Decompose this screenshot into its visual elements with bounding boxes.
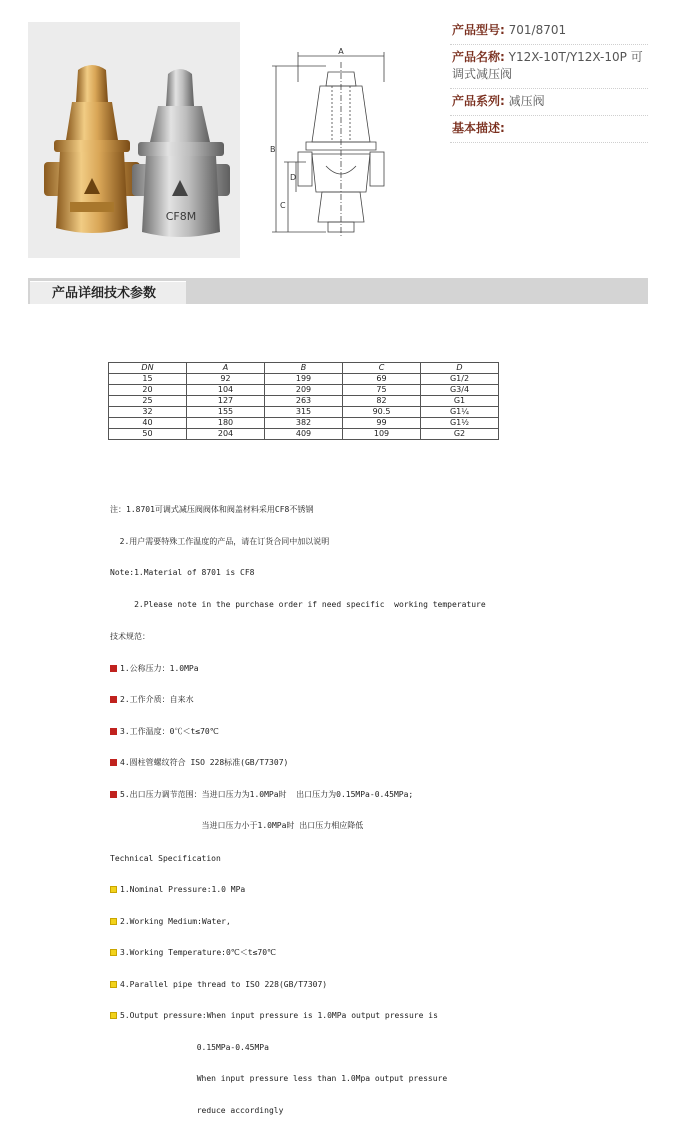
info-model xyxy=(450,18,648,45)
note-cn-2: 2.用户需要特殊工作温度的产品，请在订货合同中加以说明 xyxy=(110,536,330,546)
spec-en-continuation: reduce accordingly xyxy=(110,1105,284,1115)
info-name-label: 产品名称: xyxy=(452,50,505,64)
info-series-value: 减压阀 xyxy=(508,94,545,108)
valve-dimension-diagram xyxy=(266,42,396,246)
red-square-icon xyxy=(110,791,117,798)
table-cell: G3/4 xyxy=(421,385,499,396)
table-cell: G1 xyxy=(421,396,499,407)
spec-en-text: 4.Parallel pipe thread to ISO 228(GB/T7307) xyxy=(120,979,328,989)
table-cell: 155 xyxy=(187,407,265,418)
table-cell: 104 xyxy=(187,385,265,396)
brass-valve xyxy=(44,65,140,233)
table-cell: 109 xyxy=(343,429,421,440)
spec-en-item xyxy=(110,917,486,928)
spec-en-continuation: 0.15MPa-0.45MPa xyxy=(110,1042,269,1052)
info-model-value: 701/8701 xyxy=(508,23,567,37)
spec-en-item xyxy=(110,885,486,896)
note-en-1: Note:1.Material of 8701 is CF8 xyxy=(110,568,255,577)
info-name xyxy=(450,45,648,89)
yellow-square-icon xyxy=(110,1012,117,1019)
table-cell: G1¼ xyxy=(421,407,499,418)
table-cell: 204 xyxy=(187,429,265,440)
dimension-table xyxy=(108,362,499,440)
table-header-row xyxy=(109,363,499,374)
table-row xyxy=(109,396,499,407)
table-header-cell: B xyxy=(265,363,343,374)
yellow-square-icon xyxy=(110,981,117,988)
table-cell: 75 xyxy=(343,385,421,396)
table-row xyxy=(109,407,499,418)
spec-en-text: 3.Working Temperature:0℃＜t≤70℃ xyxy=(120,948,277,957)
table-row xyxy=(109,418,499,429)
spec-en-text: 1.Nominal Pressure:1.0 MPa xyxy=(120,885,246,894)
table-cell: G2 xyxy=(421,429,499,440)
spec-cn-item xyxy=(110,790,486,801)
table-cell: 90.5 xyxy=(343,407,421,418)
table-cell: 315 xyxy=(265,407,343,418)
info-name-value: Y12X-10T/Y12X-10P 可调式减压阀 xyxy=(452,50,643,81)
table-cell: 82 xyxy=(343,396,421,407)
spec-cn-text: 1.公称压力：1.0MPa xyxy=(120,663,199,673)
table-header-cell: DN xyxy=(109,363,187,374)
spec-en-continuation: When input pressure less than 1.0Mpa output pressure xyxy=(110,1074,448,1083)
spec-cn-text: 5.出口压力调节范围：当进口压力为1.0MPa时 出口压力为0.15MPa-0.45MPa; xyxy=(120,789,414,799)
product-photo xyxy=(28,22,240,258)
spec-cn-text: 3.工作温度：0℃＜t≤70℃ xyxy=(120,726,219,736)
table-cell: 92 xyxy=(187,374,265,385)
spec-en-text: 2.Working Medium:Water, xyxy=(120,916,231,926)
yellow-square-icon xyxy=(110,886,117,893)
table-cell: 32 xyxy=(109,407,187,418)
dim-label-a: A xyxy=(338,47,344,56)
table-cell: 382 xyxy=(265,418,343,429)
dim-label-d: D xyxy=(290,173,297,182)
dimension-drawing xyxy=(266,42,396,246)
spec-en-text: 5.Output pressure:When input pressure is 1.0MPa output pressure is xyxy=(120,1011,438,1020)
spec-cn-item xyxy=(110,727,486,738)
table-cell: 209 xyxy=(265,385,343,396)
spec-cn-item xyxy=(110,664,486,675)
table-cell: G1/2 xyxy=(421,374,499,385)
valve-photo-image xyxy=(28,22,240,258)
spec-en-item xyxy=(110,948,486,959)
spec-cn-text: 4.圆柱管螺纹符合 ISO 228标准(GB/T7307) xyxy=(120,758,289,767)
red-square-icon xyxy=(110,728,117,735)
table-cell: 409 xyxy=(265,429,343,440)
spec-en-title: Technical Specification xyxy=(110,853,221,863)
table-cell: 199 xyxy=(265,374,343,385)
table-cell: 263 xyxy=(265,396,343,407)
table-header-cell: C xyxy=(343,363,421,374)
table-cell: 50 xyxy=(109,429,187,440)
table-header-cell: D xyxy=(421,363,499,374)
dim-label-b: B xyxy=(270,145,276,154)
table-cell: 40 xyxy=(109,418,187,429)
spec-cn-text: 2.工作介质：自来水 xyxy=(120,695,194,704)
spec-cn-item xyxy=(110,758,486,769)
section-title: 产品详细技术参数 xyxy=(30,281,186,304)
info-description xyxy=(450,116,648,143)
table-cell: 15 xyxy=(109,374,187,385)
spec-en-item xyxy=(110,1011,486,1022)
red-square-icon xyxy=(110,696,117,703)
table-row xyxy=(109,374,499,385)
table-header-cell: A xyxy=(187,363,265,374)
notes-block xyxy=(110,484,486,1127)
table-cell: 99 xyxy=(343,418,421,429)
table-cell: 25 xyxy=(109,396,187,407)
red-square-icon xyxy=(110,665,117,672)
table-row xyxy=(109,429,499,440)
table-cell: 180 xyxy=(187,418,265,429)
info-model-label: 产品型号: xyxy=(452,23,505,37)
yellow-square-icon xyxy=(110,949,117,956)
info-description-label: 基本描述: xyxy=(452,121,505,135)
spec-cn-item xyxy=(110,695,486,706)
note-cn-1: 注：1.8701可调式减压阀阀体和阀盖材料采用CF8不锈钢 xyxy=(110,505,314,514)
table-cell: G1½ xyxy=(421,418,499,429)
yellow-square-icon xyxy=(110,918,117,925)
table-row xyxy=(109,385,499,396)
spec-en-item xyxy=(110,980,486,991)
table-cell: 127 xyxy=(187,396,265,407)
spec-cn-title: 技术规范： xyxy=(110,632,150,641)
product-info xyxy=(450,18,648,143)
info-series xyxy=(450,89,648,116)
table-cell: 69 xyxy=(343,374,421,385)
dim-label-c: C xyxy=(280,201,286,210)
steel-valve-marking: CF8M xyxy=(165,210,197,223)
red-square-icon xyxy=(110,759,117,766)
table-cell: 20 xyxy=(109,385,187,396)
info-series-label: 产品系列: xyxy=(452,94,505,108)
spec-cn-continuation: 当进口压力小于1.0MPa时 出口压力相应降低 xyxy=(110,821,364,830)
note-en-2: 2.Please note in the purchase order if need specific working temperature xyxy=(110,599,486,609)
